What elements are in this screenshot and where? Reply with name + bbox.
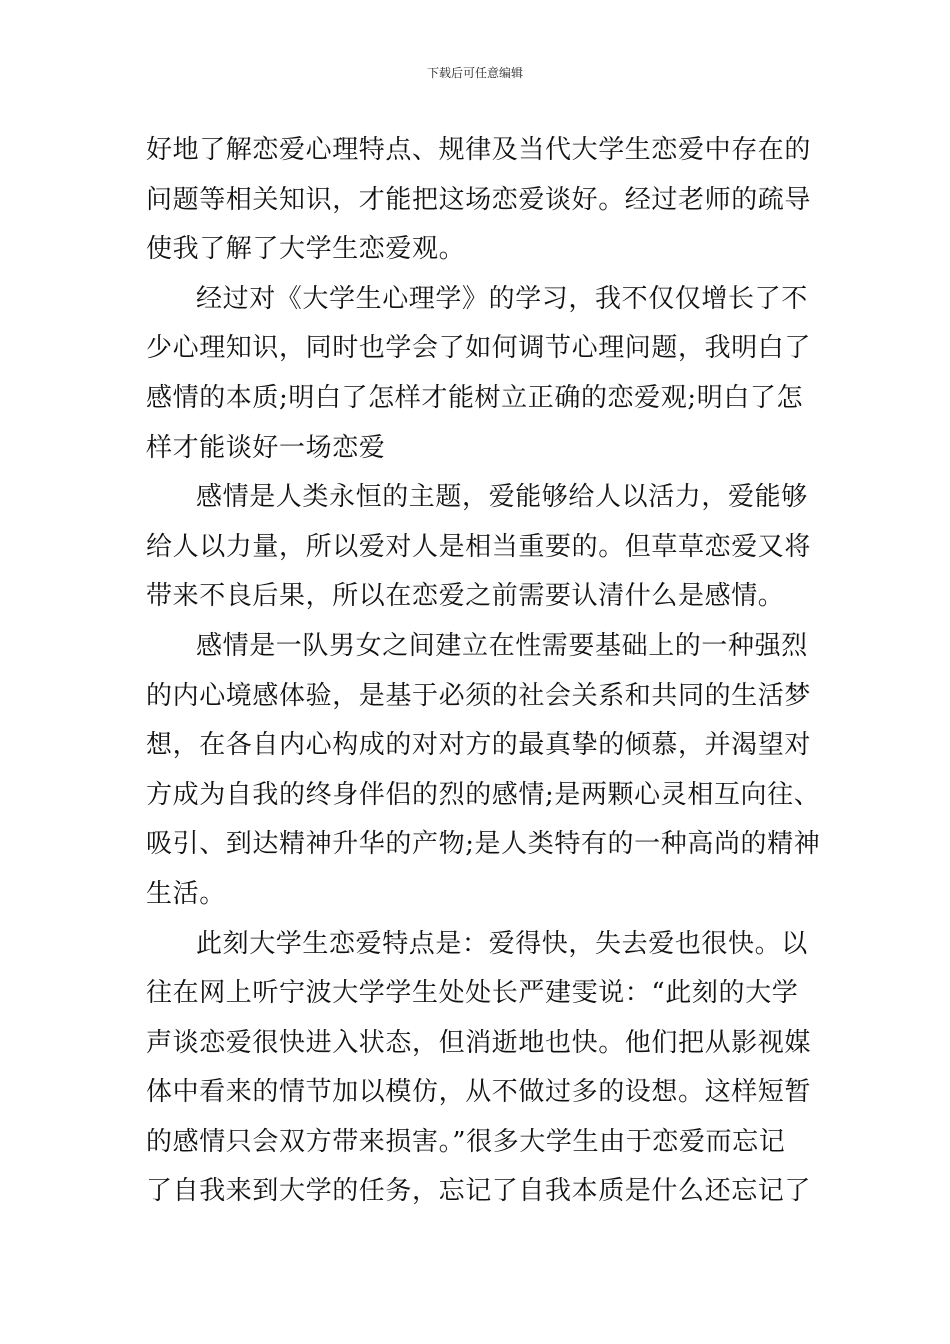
paragraph-2 [146,275,810,473]
text-line: 感情的本质;明白了怎样才能树立正确的恋爱观;明白了怎 [146,382,804,413]
text-line: 想，在各自内心构成的对对方的最真挚的倾慕，并渴望对 [146,730,812,761]
text-line: 往在网上听宁波大学学生处处长严建雯说：“此刻的大学 [146,978,799,1009]
text-line: 好地了解恋爱心理特点、规律及当代大学生恋爱中存在的 [146,135,812,165]
text-line: 带来不良后果，所以在恋爱之前需要认清什么是感情。 [146,581,785,612]
text-line: 使我了解了大学生恋爱观。 [146,234,466,265]
paragraph-5 [146,920,810,1218]
text-line: 少心理知识，同时也学会了如何调节心理问题，我明白了 [146,333,812,364]
text-line: 了自我来到大学的任务，忘记了自我本质是什么还忘记了 [146,1176,812,1207]
paragraph-3 [146,473,810,622]
text-line: 声谈恋爱很快进入状态，但消逝地也快。他们把从影视媒 [146,1027,812,1058]
text-line: 此刻大学生恋爱特点是：爱得快，失去爱也很快。以 [196,928,808,959]
text-line: 样才能谈好一场恋爱 [146,432,386,463]
text-line: 感情是人类永恒的主题，爱能够给人以活力，爱能够 [196,482,808,513]
text-line: 感情是一队男女之间建立在性需要基础上的一种强烈 [196,630,808,661]
text-line: 的感情只会双方带来损害。”很多大学生由于恋爱而忘记 [146,1126,786,1157]
text-line: 生活。 [146,878,226,909]
text-line: 吸引、到达精神升华的产物;是人类特有的一种高尚的精神 [146,829,821,860]
page-header: 下载后可任意编辑 [426,66,523,80]
text-line: 的内心境感体验，是基于必须的社会关系和共同的生活梦 [146,680,812,711]
text-line: 经过对《大学生心理学》的学习，我不仅仅增长了不 [196,283,808,314]
text-line: 问题等相关知识，才能把这场恋爱谈好。经过老师的疏导 [146,184,812,215]
paragraph-1 [146,126,810,275]
document-body [146,126,821,1217]
text-line: 给人以力量，所以爱对人是相当重要的。但草草恋爱又将 [146,531,812,562]
text-line: 方成为自我的终身伴侣的烈的感情;是两颗心灵相互向往、 [146,779,821,810]
paragraph-4 [146,622,821,920]
text-line: 体中看来的情节加以模仿，从不做过多的设想。这样短暂 [146,1077,812,1108]
